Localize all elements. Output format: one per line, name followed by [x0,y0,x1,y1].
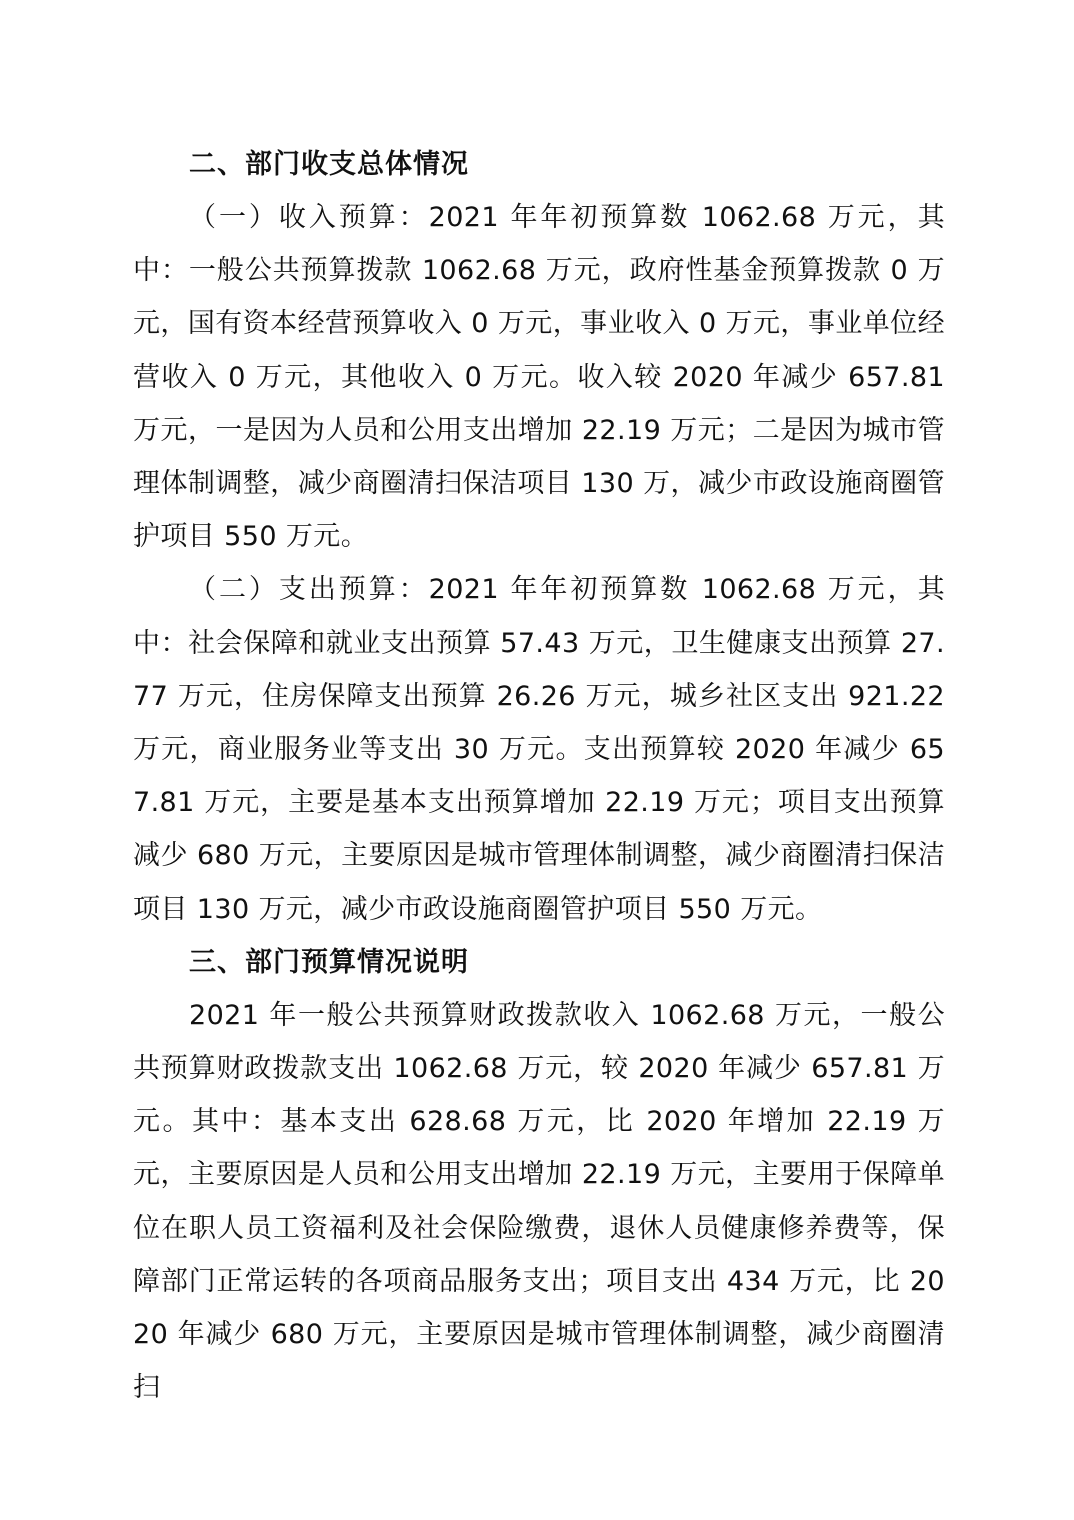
budget-explanation-paragraph: 2021 年一般公共预算财政拨款收入 1062.68 万元，一般公共预算财政拨款支出 1062.68 万元，较 2020 年减少 657.81 万元。其中：基本支出 628.68 万元，比 2020 年增加 22.19 万元，主要原因是人员和公用支出增加 22.19 万元，主要用于保障单位在职人员工资福利及社会保险缴费，退休人员健康修养费等，保障部门正常运转的各项商品服务支出；项目支出 434 万元，比 2020 年减少 680 万元，主要原因是城市管理体制调整，减少商圈清扫 [133,999,945,1404]
income-budget-paragraph: （一）收入预算：2021 年年初预算数 1062.68 万元，其中：一般公共预算拨款 1062.68 万元，政府性基金预算拨款 0 万元，国有资本经营预算收入 0 万元，事业收入 0 万元，事业单位经营收入 0 万元，其他收入 0 万元。收入较 2020 年减少 657.81 万元，一是因为人员和公用支出增加 22.19 万元；二是因为城市管理体制调整，减少商圈清扫保洁项目 130 万，减少市政设施商圈管护项目 550 万元。 [133,202,945,553]
document-body [133,138,945,1414]
section-heading-budget-explanation: 三、部门预算情况说明 [189,946,469,978]
expense-budget-paragraph: （二）支出预算：2021 年年初预算数 1062.68 万元，其中：社会保障和就业支出预算 57.43 万元，卫生健康支出预算 27.77 万元，住房保障支出预算 26.26 万元，城乡社区支出 921.22 万元，商业服务业等支出 30 万元。支出预算较 2020 年减少 657.81 万元，主要是基本支出预算增加 22.19 万元；项目支出预算减少 680 万元，主要原因是城市管理体制调整，减少商圈清扫保洁项目 130 万元，减少市政设施商圈管护项目 550 万元。 [133,574,945,925]
section-heading-overall-revenue-expenditure: 二、部门收支总体情况 [189,149,469,180]
